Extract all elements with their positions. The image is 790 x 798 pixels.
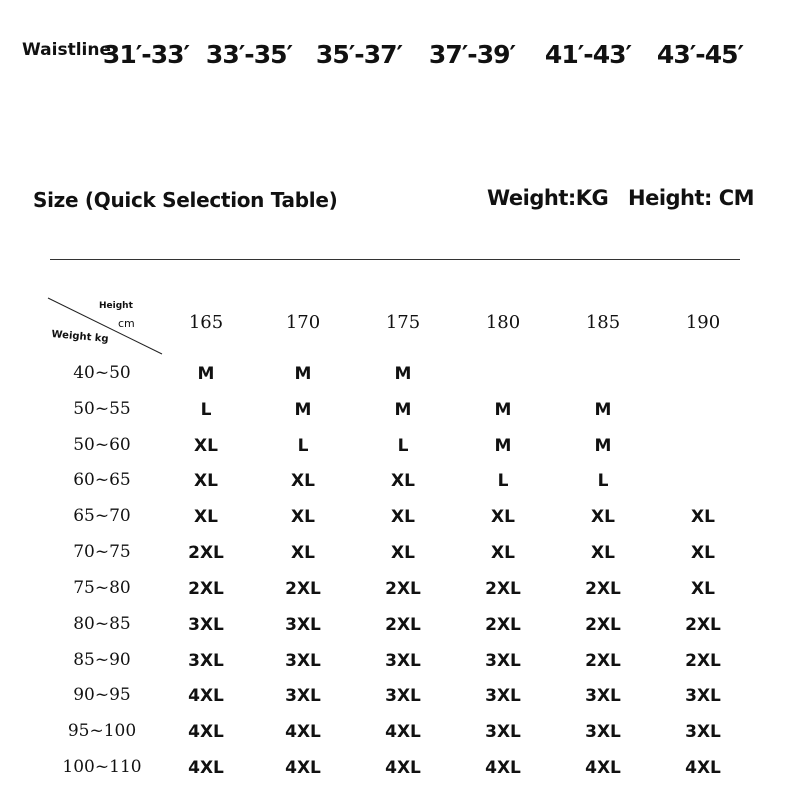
size-cell: L [200, 400, 212, 420]
size-cell: XL [291, 507, 315, 527]
height-column-header: 165 [188, 312, 224, 333]
table-corner-header [46, 296, 166, 356]
height-column-header: 190 [685, 312, 721, 333]
size-cell: XL [291, 543, 315, 563]
height-column-header: 180 [485, 312, 521, 333]
size-cell: 4XL [585, 758, 621, 778]
weight-row-label: 40~50 [73, 363, 131, 383]
size-cell: 3XL [585, 722, 621, 742]
size-cell: 3XL [188, 651, 224, 671]
size-table-title: Size (Quick Selection Table) [33, 188, 338, 212]
size-cell: 4XL [385, 758, 421, 778]
size-cell: 3XL [485, 651, 521, 671]
waistline-value: 37′-39′ [428, 40, 516, 69]
size-cell: 3XL [685, 722, 721, 742]
size-cell: M [394, 400, 412, 420]
size-cell: XL [291, 471, 315, 491]
weight-row-label: 95~100 [67, 721, 137, 741]
height-column-header: 170 [285, 312, 321, 333]
size-cell: L [597, 471, 609, 491]
waistline-value: 41′-43′ [544, 40, 632, 69]
size-cell: M [594, 400, 612, 420]
waistline-value: 33′-35′ [205, 40, 293, 69]
size-cell: 3XL [188, 615, 224, 635]
size-cell: XL [391, 507, 415, 527]
size-cell: 3XL [585, 686, 621, 706]
size-cell: 4XL [285, 758, 321, 778]
size-cell: 3XL [285, 686, 321, 706]
size-cell: 4XL [385, 722, 421, 742]
size-cell: 2XL [385, 615, 421, 635]
size-cell: 2XL [188, 543, 224, 563]
size-cell: 3XL [385, 686, 421, 706]
waistline-value: 43′-45′ [656, 40, 744, 69]
size-cell: XL [391, 543, 415, 563]
waistline-value: 35′-37′ [315, 40, 403, 69]
size-cell: 2XL [485, 615, 521, 635]
size-cell: M [594, 436, 612, 456]
size-cell: XL [691, 579, 715, 599]
weight-row-label: 100~110 [62, 757, 142, 777]
size-cell: 2XL [685, 615, 721, 635]
size-cell: XL [591, 507, 615, 527]
size-cell: XL [194, 436, 218, 456]
weight-row-label: 60~65 [73, 470, 131, 490]
size-cell: XL [491, 507, 515, 527]
size-cell: M [494, 400, 512, 420]
size-cell: M [197, 364, 215, 384]
size-cell: XL [591, 543, 615, 563]
size-cell: M [294, 400, 312, 420]
header-rule [50, 259, 740, 260]
size-cell: XL [391, 471, 415, 491]
size-cell: L [397, 436, 409, 456]
size-cell: 4XL [188, 722, 224, 742]
size-cell: 3XL [285, 615, 321, 635]
size-cell: L [297, 436, 309, 456]
size-cell: XL [691, 543, 715, 563]
height-unit-label: Height: CM [628, 186, 755, 210]
height-column-header: 175 [385, 312, 421, 333]
size-cell: 2XL [585, 579, 621, 599]
size-cell: 2XL [385, 579, 421, 599]
weight-row-label: 50~55 [73, 399, 131, 419]
size-cell: 2XL [585, 615, 621, 635]
size-cell: 2XL [585, 651, 621, 671]
weight-row-label: 90~95 [73, 685, 131, 705]
corner-cm-label: cm [118, 317, 135, 330]
weight-row-label: 80~85 [73, 614, 131, 634]
size-cell: 2XL [485, 579, 521, 599]
size-cell: 4XL [485, 758, 521, 778]
weight-unit-label: Weight:KG [487, 186, 609, 210]
size-cell: 3XL [485, 722, 521, 742]
size-cell: 3XL [485, 686, 521, 706]
size-cell: XL [194, 471, 218, 491]
size-cell: 2XL [188, 579, 224, 599]
weight-row-label: 65~70 [73, 506, 131, 526]
size-cell: 4XL [188, 686, 224, 706]
size-cell: 4XL [285, 722, 321, 742]
size-cell: M [294, 364, 312, 384]
size-cell: 4XL [685, 758, 721, 778]
size-cell: 3XL [285, 651, 321, 671]
height-column-header: 185 [585, 312, 621, 333]
weight-row-label: 85~90 [73, 650, 131, 670]
corner-height-label: Height [99, 301, 133, 311]
corner-weight-label: Weight kg [51, 329, 110, 345]
size-cell: 2XL [285, 579, 321, 599]
size-cell: 3XL [385, 651, 421, 671]
size-cell: M [394, 364, 412, 384]
size-cell: 2XL [685, 651, 721, 671]
size-cell: XL [194, 507, 218, 527]
waistline-label: Waistline [22, 40, 111, 60]
size-cell: 3XL [685, 686, 721, 706]
size-cell: M [494, 436, 512, 456]
size-cell: XL [491, 543, 515, 563]
weight-row-label: 70~75 [73, 542, 131, 562]
size-cell: L [497, 471, 509, 491]
weight-row-label: 75~80 [73, 578, 131, 598]
size-cell: 4XL [188, 758, 224, 778]
size-cell: XL [691, 507, 715, 527]
waistline-value: 31′-33′ [102, 40, 190, 69]
weight-row-label: 50~60 [73, 435, 131, 455]
